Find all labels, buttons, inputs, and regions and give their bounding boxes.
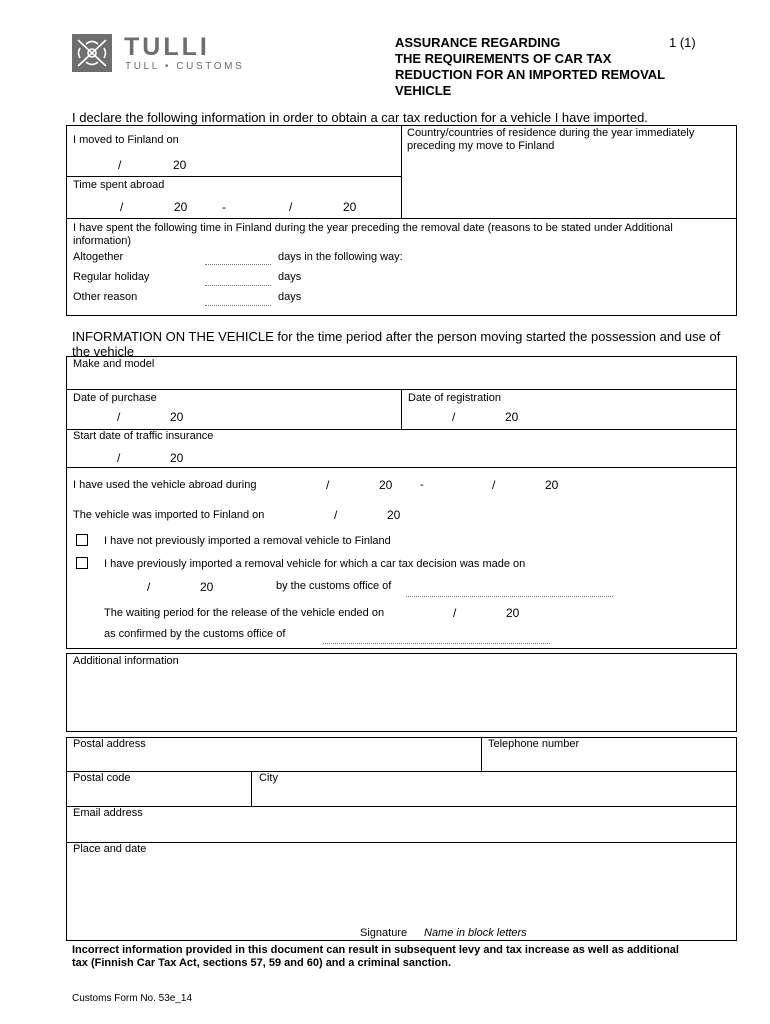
abroad-end-slash[interactable]: / [289, 200, 293, 214]
moved-date-year[interactable]: 20 [173, 158, 187, 172]
time-in-finland-label-line: I have spent the following time in Finland during the year preceding the removal date (reasons to be stated under Additional [73, 222, 673, 234]
moved-date-slash[interactable]: / [118, 158, 122, 172]
date-of-registration-label: Date of registration [408, 392, 501, 404]
waiting-date-year[interactable]: 20 [506, 606, 520, 620]
regular-holiday-days-label: days [278, 271, 302, 283]
by-customs-office-label: by the customs office of [276, 580, 392, 592]
abroad-range-dash: - [222, 200, 226, 214]
altogether-days-field[interactable] [205, 264, 271, 265]
used-abroad-label: I have used the vehicle abroad during [73, 479, 257, 491]
registration-date-slash[interactable]: / [452, 410, 456, 424]
time-abroad-label: Time spent abroad [73, 179, 165, 191]
purchase-date-year[interactable]: 20 [170, 410, 184, 424]
contact-section [66, 737, 737, 941]
time-in-finland-label [73, 222, 733, 248]
city-label: City [259, 772, 278, 784]
registration-date-year[interactable]: 20 [505, 410, 519, 424]
vehicle-section-heading-line: the vehicle [72, 344, 135, 359]
form-title [395, 35, 695, 99]
country-residence-label-line: Country/countries of residence during the year immediately [407, 127, 695, 139]
form-title-line: REDUCTION FOR AN IMPORTED REMOVAL [395, 67, 666, 82]
used-abroad-start-slash[interactable]: / [326, 478, 330, 492]
other-reason-days-label: days [278, 291, 302, 303]
abroad-start-year[interactable]: 20 [174, 200, 188, 214]
additional-info-label: Additional information [73, 655, 179, 667]
postal-code-label: Postal code [73, 772, 131, 784]
customs-emblem-icon [72, 34, 112, 72]
country-residence-label [407, 127, 732, 153]
page-number: 1 (1) [669, 35, 696, 50]
imported-date-year[interactable]: 20 [387, 508, 401, 522]
customs-office-field[interactable] [406, 596, 613, 597]
telephone-label: Telephone number [488, 738, 580, 750]
customs-logo [72, 34, 282, 74]
decision-date-year[interactable]: 20 [200, 580, 214, 594]
form-number: Customs Form No. 53e_14 [72, 993, 193, 1004]
warning-text [72, 944, 737, 970]
not-previously-imported-label: I have not previously imported a removal vehicle to Finland [104, 535, 391, 547]
used-abroad-end-slash[interactable]: / [492, 478, 496, 492]
signature-label: Signature [360, 927, 408, 939]
name-block-letters-label: Name in block letters [424, 927, 527, 939]
insurance-date-year[interactable]: 20 [170, 451, 184, 465]
place-date-label: Place and date [73, 843, 147, 855]
used-abroad-end-year[interactable]: 20 [545, 478, 559, 492]
logo-brand: TULLI [124, 33, 210, 61]
regular-holiday-days-field[interactable] [205, 285, 271, 286]
insurance-date-slash[interactable]: / [117, 451, 121, 465]
make-model-label: Make and model [73, 358, 155, 370]
other-reason-label: Other reason [73, 291, 138, 303]
used-abroad-start-year[interactable]: 20 [379, 478, 393, 492]
warning-text-line: Incorrect information provided in this document can result in subsequent levy and tax increase as well as additional [72, 944, 679, 956]
intro-text: I declare the following information in order to obtain a car tax reduction for a vehicle I have imported. [72, 110, 648, 125]
not-previously-imported-checkbox[interactable] [76, 534, 88, 546]
altogether-label: Altogether [73, 251, 124, 263]
waiting-period-label: The waiting period for the release of the vehicle ended on [104, 607, 385, 619]
confirmed-by-label: as confirmed by the customs office of [104, 628, 286, 640]
abroad-start-slash[interactable]: / [120, 200, 124, 214]
email-label: Email address [73, 807, 143, 819]
purchase-date-slash[interactable]: / [117, 410, 121, 424]
traffic-insurance-label: Start date of traffic insurance [73, 430, 214, 442]
time-in-finland-label-line: information) [73, 235, 132, 247]
country-residence-label-line: preceding my move to Finland [407, 140, 555, 152]
form-title-line: THE REQUIREMENTS OF CAR TAX [395, 51, 612, 66]
confirming-office-field[interactable] [323, 643, 550, 644]
regular-holiday-label: Regular holiday [73, 271, 150, 283]
imported-date-slash[interactable]: / [334, 508, 338, 522]
logo-subtitle: TULL • CUSTOMS [125, 61, 245, 72]
other-reason-days-field[interactable] [205, 305, 271, 306]
form-title-line: ASSURANCE REGARDING [395, 35, 561, 50]
postal-address-label: Postal address [73, 738, 146, 750]
decision-date-slash[interactable]: / [147, 580, 151, 594]
vehicle-section-heading-line: INFORMATION ON THE VEHICLE for the time period after the person moving started the possession and use of [72, 329, 721, 344]
previously-imported-checkbox[interactable] [76, 557, 88, 569]
used-abroad-dash: - [420, 479, 424, 491]
form-title-line: VEHICLE [395, 83, 452, 98]
previously-imported-label: I have previously imported a removal vehicle for which a car tax decision was made on [104, 558, 526, 570]
waiting-date-slash[interactable]: / [453, 606, 457, 620]
days-following-label: days in the following way: [278, 251, 403, 263]
imported-on-label: The vehicle was imported to Finland on [73, 509, 265, 521]
abroad-end-year[interactable]: 20 [343, 200, 357, 214]
date-of-purchase-label: Date of purchase [73, 392, 157, 404]
warning-text-line: tax (Finnish Car Tax Act, sections 57, 59 and 60) and a criminal sanction. [72, 957, 452, 969]
moved-to-finland-label: I moved to Finland on [73, 134, 179, 146]
